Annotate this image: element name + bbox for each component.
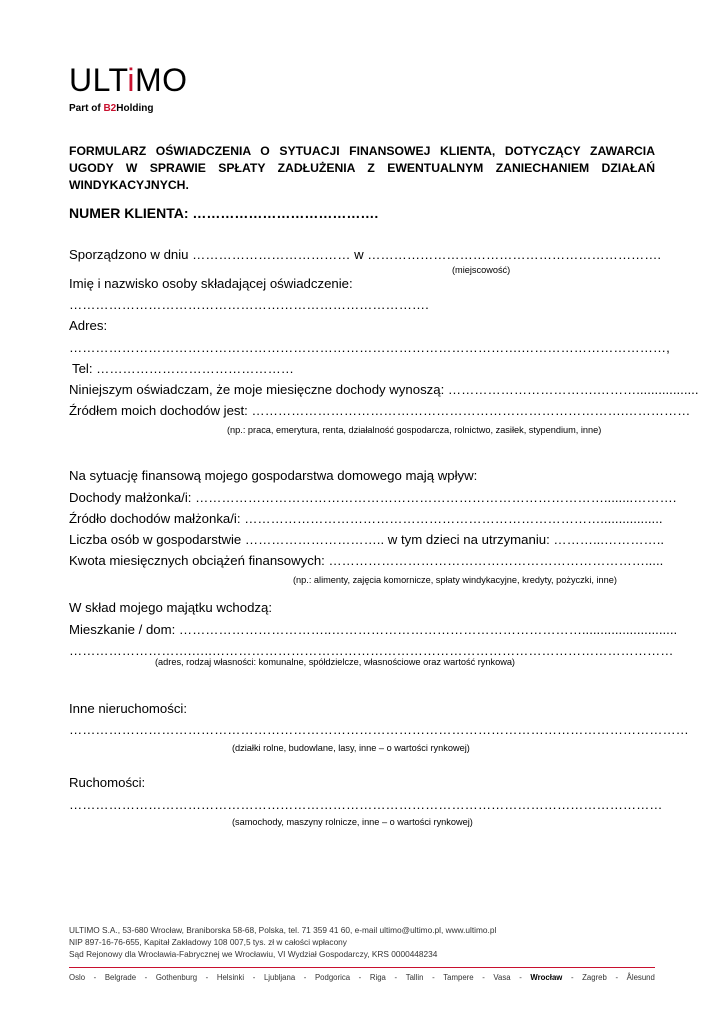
city-separator: - <box>303 973 307 982</box>
footer-court-line: Sąd Rejonowy dla Wrocławia-Fabrycznej we Wrocławiu, VI Wydział Gospodarczy, KRS 0000448234 <box>69 949 438 959</box>
city-separator: - <box>205 973 209 982</box>
household-persons-field[interactable]: Liczba osób w gospodarstwie ………………………….. w tym dzieci na utrzymaniu: ………...………….. <box>69 532 665 547</box>
city-separator: - <box>394 973 398 982</box>
part-of-b2: B2 <box>103 103 117 114</box>
household-label: Na sytuację finansową mojego gospodarstwa domowego mają wpływ: <box>69 468 478 483</box>
city-separator: - <box>570 973 574 982</box>
city-separator: - <box>432 973 435 982</box>
client-number-field[interactable]: NUMER KLIENTA: …………………………………. <box>69 205 379 221</box>
part-of-suffix: Holding <box>116 103 154 114</box>
logo-prefix: ULT <box>69 62 128 98</box>
document-title: FORMULARZ OŚWIADCZENIA O SYTUACJI FINANSOWEJ KLIENTA, DOTYCZĄCY ZAWARCIA UGODY W SPRAWIE SPŁATY ZADŁUŻENIA Z EWENTUALNYM ZANIECHANIEM DZIAŁAŃ WINDYKACYJNYCH. <box>69 144 655 192</box>
drawn-up-date-place-field[interactable]: Sporządzono w dniu ……………………………… w …………………………………………………………. <box>69 247 662 262</box>
spouse-income-field[interactable]: Dochody małżonka/i: …………………………………………………………………………………........………. <box>69 490 677 505</box>
tel-field[interactable]: Tel: ……………………………………… <box>72 361 294 376</box>
city-separator: - <box>482 973 485 982</box>
city-name: Helsinki <box>216 973 245 982</box>
spouse-source-field[interactable]: Źródło dochodów małżonka/i: ………………………………………………………………………................. <box>69 511 663 526</box>
burdens-note: (np.: alimenty, zajęcia komornicze, spłaty windykacyjne, kredyty, pożyczki, inne) <box>293 575 617 585</box>
part-of-b2holding <box>69 103 153 114</box>
flat-house-details-field[interactable]: ……………………….…..…………………………………………………………………………………………… <box>69 643 674 658</box>
name-label: Imię i nazwisko osoby składającej oświadczenie: <box>69 276 353 291</box>
flat-house-field[interactable]: Mieszkanie / dom: ……………………………..………………………………………………….......................... <box>69 622 678 637</box>
city-name: Belgrade <box>104 973 137 982</box>
city-name: Tallin <box>405 973 424 982</box>
footer-company-line: ULTIMO S.A., 53-680 Wrocław, Braniborska 58-68, Polska, tel. 71 359 41 60, e-mail ultimo@ultimo.pl, www.ultimo.pl <box>69 925 497 935</box>
city-name: Zagreb <box>582 973 607 982</box>
footer-divider <box>69 967 655 968</box>
financial-burdens-field[interactable]: Kwota miesięcznych obciążeń finansowych: ………………………………………………………………..... <box>69 553 664 568</box>
ultimo-logo <box>69 64 188 96</box>
city-separator: - <box>615 973 619 982</box>
movables-label: Ruchomości: <box>69 775 146 790</box>
city-name: Gothenburg <box>155 973 198 982</box>
city-separator: - <box>358 973 362 982</box>
address-label: Adres: <box>69 318 108 333</box>
logo-suffix: MO <box>135 62 188 98</box>
city-separator: - <box>144 973 148 982</box>
city-name: Vasa <box>493 973 511 982</box>
other-property-note: (działki rolne, budowlane, lasy, inne – o wartości rynkowej) <box>232 743 470 753</box>
movables-field[interactable]: ……………………………………………………………………………………………………………………… <box>69 797 663 812</box>
city-name: Oslo <box>69 973 86 982</box>
city-name: Riga <box>369 973 386 982</box>
footer-cities <box>69 973 655 982</box>
other-property-label: Inne nieruchomości: <box>69 701 188 716</box>
movables-note: (samochody, maszyny rolnicze, inne – o wartości rynkowej) <box>232 817 473 827</box>
name-field[interactable]: ………………………………………………………………………. <box>69 297 429 312</box>
city-name: Tampere <box>443 973 474 982</box>
logo-i: i <box>127 62 135 98</box>
city-name: Ålesund <box>626 973 655 982</box>
city-name: Wrocław <box>530 973 563 982</box>
city-separator: - <box>519 973 522 982</box>
flat-note: (adres, rodzaj własności: komunalne, spółdzielcze, własnościowe oraz wartość rynkowa) <box>155 657 515 667</box>
part-of-prefix: Part of <box>69 103 104 114</box>
other-property-field[interactable]: …………………………………………………………………………………………………………………………… <box>69 722 689 737</box>
city-name: Podgorica <box>314 973 351 982</box>
address-field[interactable]: ………………………………………………………………………………………….……………………………, <box>69 340 670 355</box>
assets-label: W skład mojego majątku wchodzą: <box>69 600 273 615</box>
city-name: Ljubljana <box>263 973 296 982</box>
income-source-note: (np.: praca, emerytura, renta, działalność gospodarcza, rolnictwo, zasiłek, stypendium, inne) <box>227 425 602 435</box>
city-separator: - <box>252 973 256 982</box>
place-note: (miejscowość) <box>452 265 511 275</box>
city-separator: - <box>93 973 97 982</box>
footer-nip-line: NIP 897-16-76-655, Kapitał Zakładowy 108 007,5 tys. zł w całości wpłacony <box>69 937 347 947</box>
income-source-field[interactable]: Źródłem moich dochodów jest: ………………………………………………………………………….…………… <box>69 403 691 418</box>
income-field[interactable]: Niniejszym oświadczam, że moje miesięczne dochody wynoszą: …………………………….………................. <box>69 382 699 397</box>
